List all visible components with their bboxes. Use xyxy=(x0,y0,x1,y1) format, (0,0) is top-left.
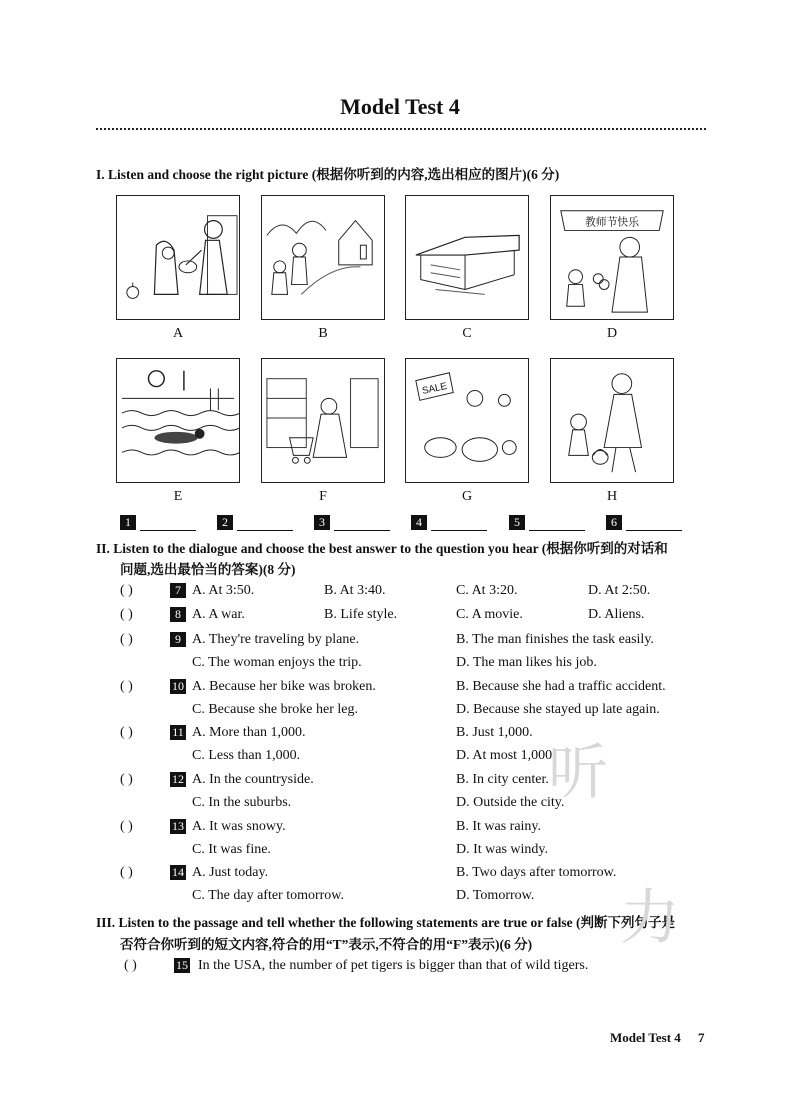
question-number: 13 xyxy=(172,819,184,833)
mother-child-basket-icon xyxy=(551,359,673,482)
sale-text: SALE xyxy=(421,380,449,397)
picture-label-f: F xyxy=(319,489,327,504)
dotted-divider xyxy=(96,128,706,130)
option-b: B. Two days after tomorrow. xyxy=(456,865,617,880)
answer-blank[interactable] xyxy=(529,516,585,531)
option-d: D. Outside the city. xyxy=(456,795,565,810)
page-title: Model Test 4 xyxy=(340,94,460,119)
answer-paren[interactable]: ( ) xyxy=(120,632,133,647)
option-a: A. It was snowy. xyxy=(192,819,286,834)
sign-text: 教师节快乐 xyxy=(584,215,640,229)
picture-label-e: E xyxy=(173,489,183,504)
children-by-house-icon xyxy=(262,196,384,319)
option-a: A. Just today. xyxy=(192,865,269,880)
section-3-heading-line2: 否符合你听到的短文内容,符合的用“T”表示,不符合的用“F”表示)(6 分) xyxy=(120,937,533,952)
option-d: D. At most 1,000. xyxy=(456,748,556,763)
question-number: 4 xyxy=(411,515,427,530)
section-3-heading-line1: III. Listen to the passage and tell whether the following statements are true or false (判断下列句子是 xyxy=(96,915,675,930)
answer-slot xyxy=(314,513,390,531)
answer-paren[interactable]: ( ) xyxy=(120,583,133,598)
picture-label-a: A xyxy=(172,326,184,341)
picture-d xyxy=(550,195,674,320)
answer-slot xyxy=(606,513,682,531)
answer-paren[interactable]: ( ) xyxy=(120,819,133,834)
page-number: 7 xyxy=(698,1030,705,1045)
picture-e xyxy=(116,358,240,483)
question-number: 9 xyxy=(170,631,186,649)
option-c: C. The day after tomorrow. xyxy=(192,888,345,903)
option-b: B. Just 1,000. xyxy=(456,725,533,740)
question-number: 15 xyxy=(176,958,188,972)
question-number: 2 xyxy=(217,515,233,530)
picture-label-b: B xyxy=(318,326,328,341)
option-c: C. At 3:20. xyxy=(456,583,518,598)
modern-building-icon xyxy=(406,196,528,319)
answer-slot xyxy=(120,513,196,531)
option-b: B. Because she had a traffic accident. xyxy=(456,679,666,694)
question-number: 11 xyxy=(170,724,186,742)
answer-paren[interactable]: ( ) xyxy=(120,725,133,740)
picture-label-c: C xyxy=(462,326,472,341)
teachers-day-flowers-icon xyxy=(551,196,673,319)
statement-text: In the USA, the number of pet tigers is bigger than that of wild tigers. xyxy=(198,958,589,973)
answer-slot xyxy=(217,513,293,531)
question-number: 6 xyxy=(606,515,622,530)
answer-blank[interactable] xyxy=(431,516,487,531)
option-b: B. Life style. xyxy=(324,607,398,622)
picture-g xyxy=(405,358,529,483)
picture-label-h: H xyxy=(606,489,618,504)
option-c: C. A movie. xyxy=(456,607,523,622)
picture-b xyxy=(261,195,385,320)
option-a: A. A war. xyxy=(192,607,245,622)
picture-c xyxy=(405,195,529,320)
option-c: C. Less than 1,000. xyxy=(192,748,301,763)
option-a: A. Because her bike was broken. xyxy=(192,679,376,694)
question-number: 3 xyxy=(314,515,330,530)
option-b: B. It was rainy. xyxy=(456,819,542,834)
option-c: C. In the suburbs. xyxy=(192,795,292,810)
question-number: 7 xyxy=(170,582,186,600)
option-d: D. Tomorrow. xyxy=(456,888,535,903)
answer-blank[interactable] xyxy=(140,516,196,531)
option-b: B. In city center. xyxy=(456,772,549,787)
answer-paren[interactable]: ( ) xyxy=(120,607,133,622)
question-number: 5 xyxy=(509,515,525,530)
sale-animals-icon xyxy=(406,359,528,482)
option-d: D. Because she stayed up late again. xyxy=(456,702,660,717)
option-c: C. Because she broke her leg. xyxy=(192,702,358,717)
answer-paren[interactable]: ( ) xyxy=(120,772,133,787)
option-d: D. It was windy. xyxy=(456,842,549,857)
answer-paren[interactable]: ( ) xyxy=(124,958,137,973)
question-number: 14 xyxy=(172,865,184,879)
question-number: 8 xyxy=(170,606,186,624)
watermark-char: 力 xyxy=(620,883,680,953)
option-c: C. The woman enjoys the trip. xyxy=(192,655,362,670)
option-a: A. In the countryside. xyxy=(192,772,314,787)
option-c: C. It was fine. xyxy=(192,842,271,857)
option-d: D. Aliens. xyxy=(588,607,645,622)
option-a: A. They're traveling by plane. xyxy=(192,632,360,647)
option-a: A. At 3:50. xyxy=(192,583,255,598)
answer-blank[interactable] xyxy=(626,516,682,531)
question-number: 1 xyxy=(120,515,136,530)
watermark-char: 听 xyxy=(548,738,608,808)
option-a: A. More than 1,000. xyxy=(192,725,306,740)
answer-slot xyxy=(411,513,487,531)
section-2-heading-line2: 问题,选出最恰当的答案)(8 分) xyxy=(120,562,296,577)
footer-label: Model Test 4 xyxy=(610,1030,681,1045)
question-number: 12 xyxy=(172,772,184,786)
option-b: B. The man finishes the task easily. xyxy=(456,632,654,647)
answer-blank[interactable] xyxy=(334,516,390,531)
picture-label-g: G xyxy=(461,489,473,504)
option-d: D. At 2:50. xyxy=(588,583,651,598)
question-number: 10 xyxy=(172,679,184,693)
answer-slot xyxy=(509,513,585,531)
picture-f xyxy=(261,358,385,483)
picture-h xyxy=(550,358,674,483)
picture-label-d: D xyxy=(606,326,618,341)
section-1-heading: I. Listen and choose the right picture (根据你听到的内容,选出相应的图片)(6 分) xyxy=(96,167,560,182)
answer-paren[interactable]: ( ) xyxy=(120,865,133,880)
option-b: B. At 3:40. xyxy=(324,583,386,598)
swimming-pool-icon xyxy=(117,359,239,482)
answer-blank[interactable] xyxy=(237,516,293,531)
section-2-heading-line1: II. Listen to the dialogue and choose the best answer to the question you hear (根据你听到的对话和 xyxy=(96,541,668,556)
supermarket-shopping-icon xyxy=(262,359,384,482)
answer-paren[interactable]: ( ) xyxy=(120,679,133,694)
picture-a xyxy=(116,195,240,320)
option-d: D. The man likes his job. xyxy=(456,655,597,670)
halloween-scene-icon xyxy=(117,196,239,319)
